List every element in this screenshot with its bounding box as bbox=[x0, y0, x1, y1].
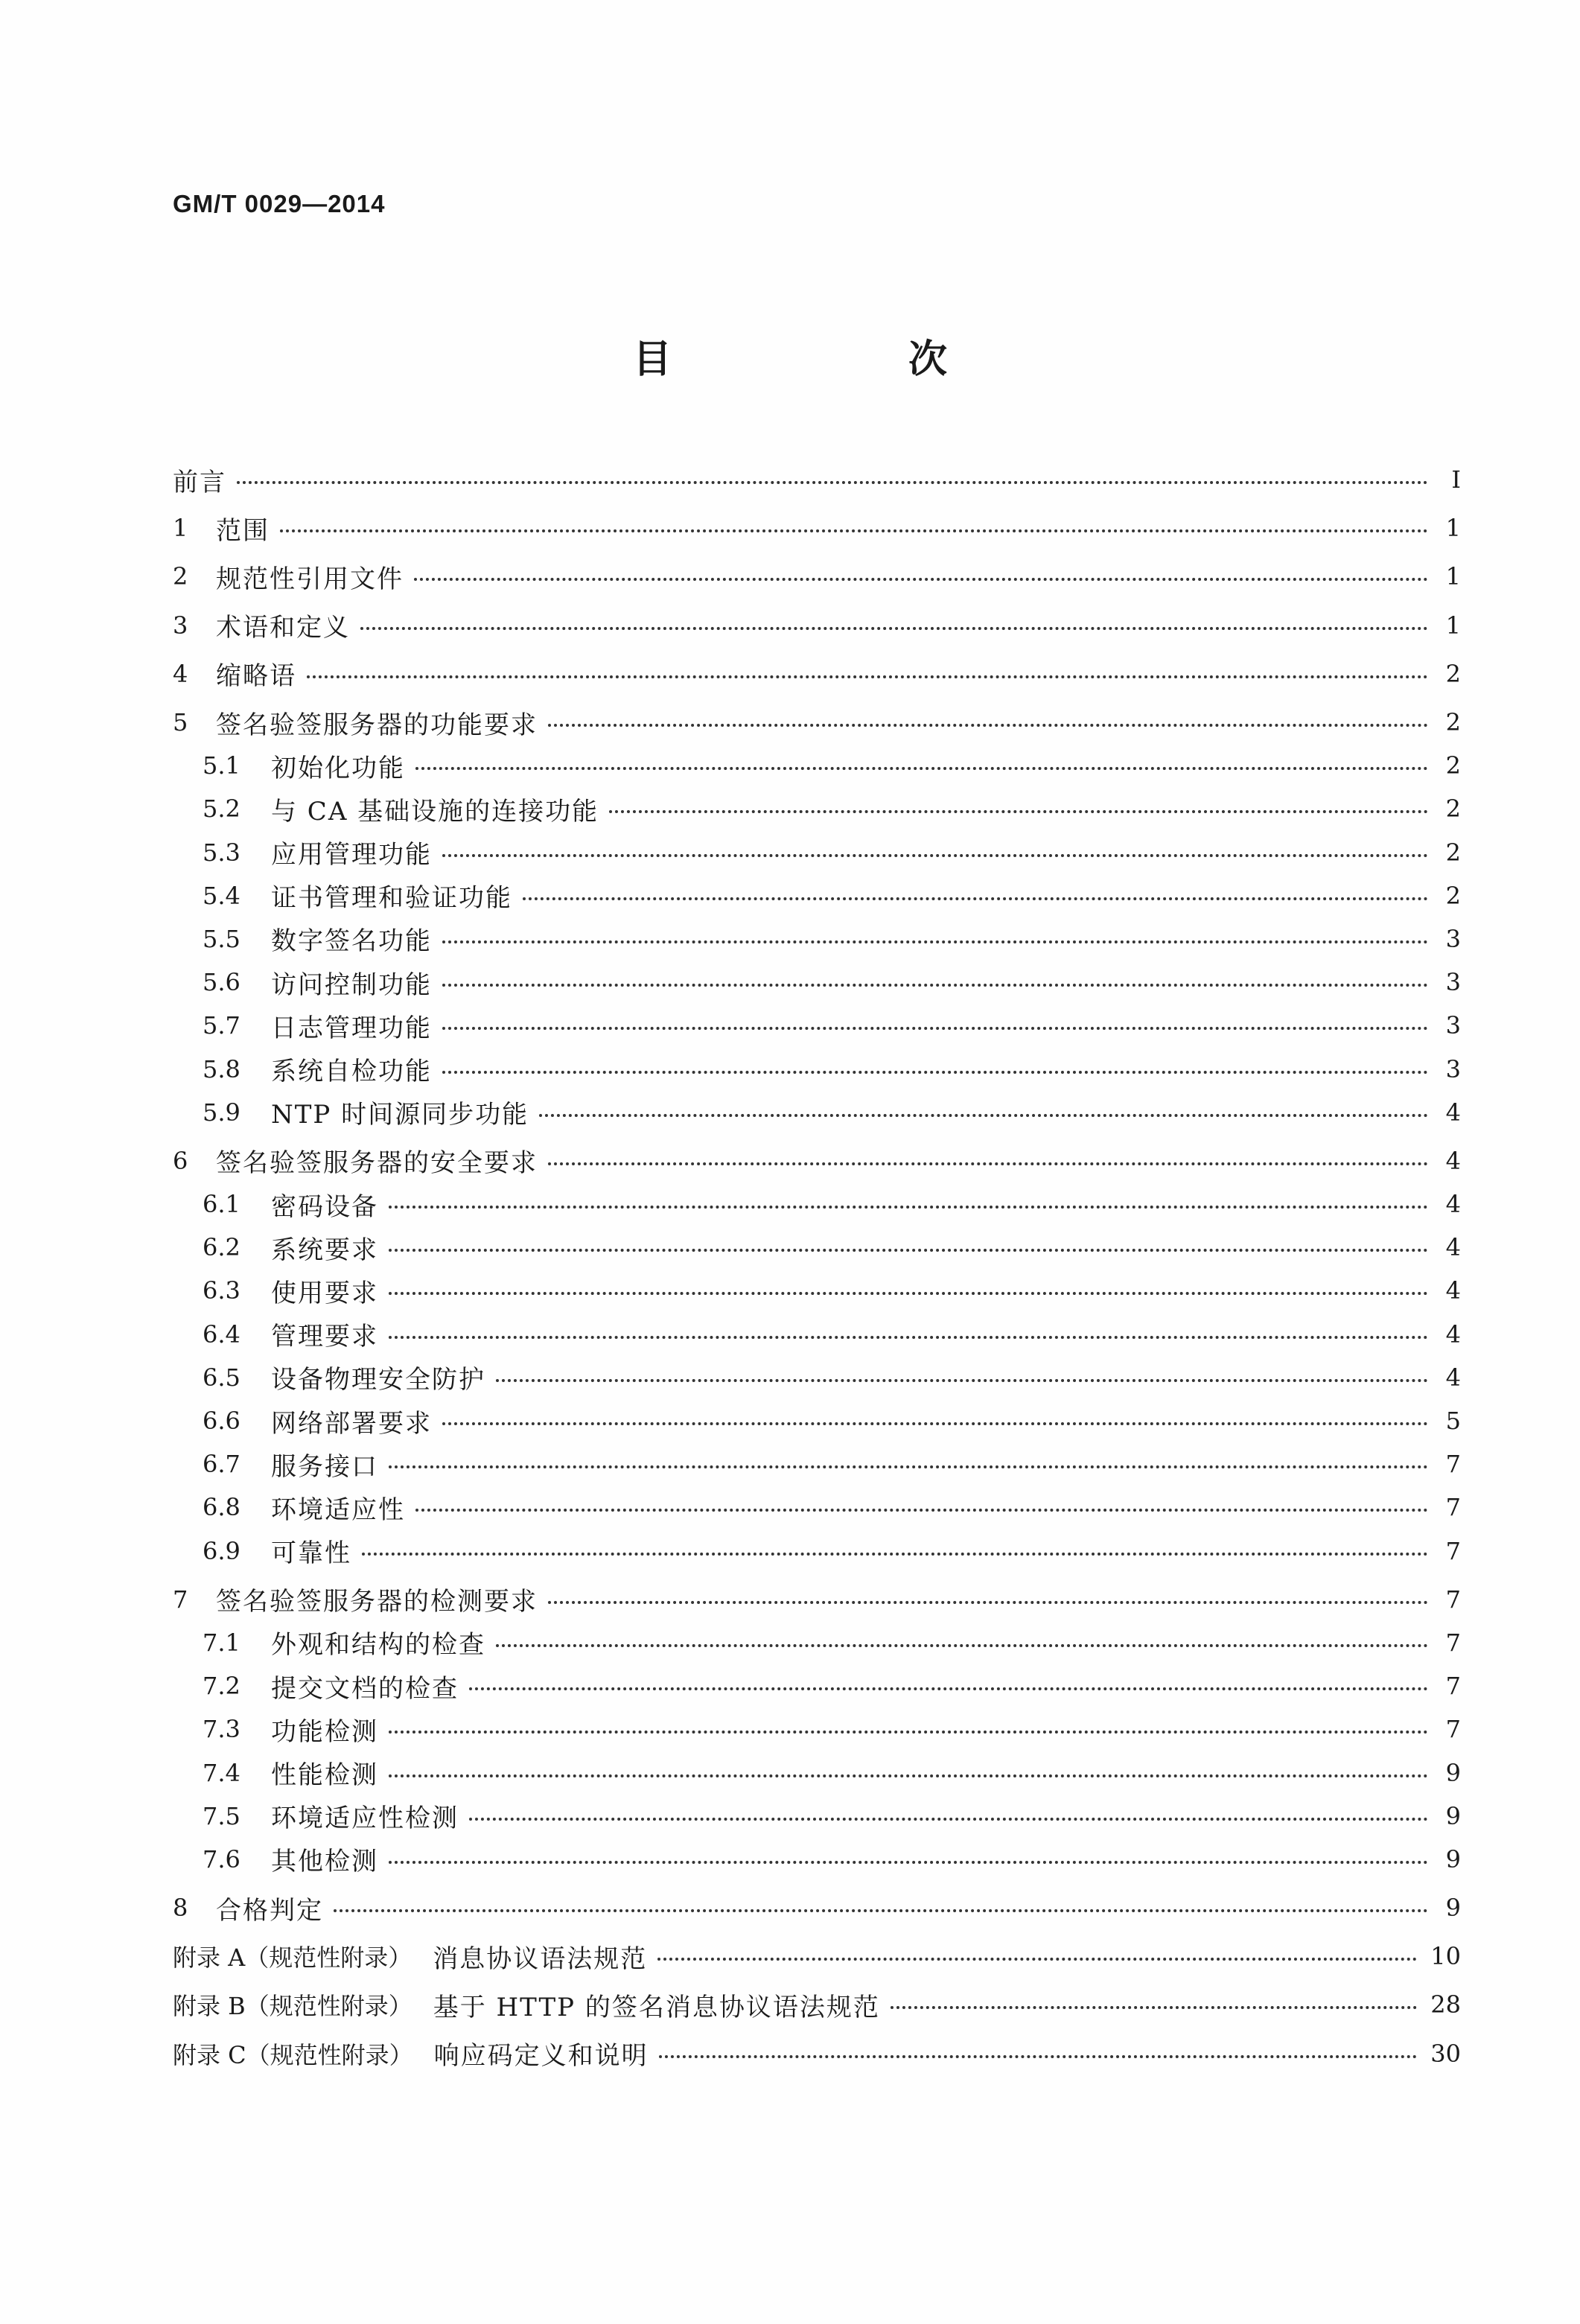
toc-entry-label: 功能检测 bbox=[271, 1716, 378, 1747]
toc-entry bbox=[173, 787, 1461, 830]
toc-entry-number: 7.1 bbox=[203, 1628, 240, 1657]
toc-entry-number: 2 bbox=[173, 562, 188, 591]
toc-entry-page-number: 9 bbox=[1445, 1758, 1461, 1787]
toc-entry-page-number: 9 bbox=[1445, 1801, 1461, 1830]
dot-leader bbox=[659, 2055, 1418, 2058]
toc-entry-label: 数字签名功能 bbox=[271, 926, 432, 957]
toc-entry-label: 与 CA 基础设施的连接功能 bbox=[271, 796, 599, 827]
toc-entry-number: 6.8 bbox=[203, 1493, 240, 1522]
toc-entry-number: 7.2 bbox=[203, 1672, 240, 1701]
toc-entry bbox=[173, 1182, 1461, 1226]
toc-entry-label: 响应码定义和说明 bbox=[433, 2041, 649, 2072]
toc-entry-label: 环境适应性检测 bbox=[271, 1804, 459, 1834]
toc-entry-page-number: 1 bbox=[1445, 562, 1461, 591]
dot-leader bbox=[237, 481, 1428, 484]
toc-entry-label: 消息协议语法规范 bbox=[433, 1943, 648, 1974]
toc-entry-label: 服务接口 bbox=[271, 1451, 378, 1482]
toc-entry-number: 6.2 bbox=[203, 1233, 240, 1262]
toc-entry-page-number: 9 bbox=[1445, 1844, 1461, 1873]
dot-leader bbox=[389, 1206, 1428, 1209]
dot-leader bbox=[442, 1422, 1428, 1425]
toc-entry-page-number: 2 bbox=[1445, 838, 1461, 867]
toc-entry bbox=[173, 1664, 1461, 1707]
toc-entry-page-number: 4 bbox=[1445, 1276, 1461, 1305]
dot-leader bbox=[442, 1071, 1428, 1074]
toc-entry-number: 5.4 bbox=[203, 881, 240, 910]
toc-entry-page-number: 7 bbox=[1445, 1585, 1461, 1614]
toc-entry-page-number: 2 bbox=[1445, 708, 1461, 737]
toc-entry-page-number: 2 bbox=[1445, 795, 1461, 824]
toc-entry bbox=[173, 1442, 1461, 1486]
toc-entry-number: 5.8 bbox=[203, 1054, 240, 1083]
toc-entry-label: 系统要求 bbox=[271, 1235, 378, 1265]
toc-entry-number: 6.1 bbox=[203, 1190, 240, 1219]
dot-leader bbox=[389, 1731, 1428, 1734]
toc-entry-label: 提交文档的检查 bbox=[271, 1673, 459, 1704]
toc-entry bbox=[173, 1935, 1461, 1978]
dot-leader bbox=[469, 1687, 1428, 1690]
toc-entry bbox=[173, 1886, 1461, 1929]
toc-entry-page-number: 7 bbox=[1445, 1628, 1461, 1657]
toc-entry bbox=[173, 458, 1461, 501]
toc-entry-number: 附录 A（规范性附录） bbox=[173, 1943, 412, 1973]
toc-entry bbox=[173, 2032, 1461, 2075]
dot-leader bbox=[442, 984, 1428, 987]
dot-leader bbox=[389, 1292, 1428, 1295]
toc-entry bbox=[173, 1139, 1461, 1182]
toc-entry-label: NTP 时间源同步功能 bbox=[271, 1100, 529, 1130]
toc-entry bbox=[173, 1621, 1461, 1664]
toc-entry bbox=[173, 961, 1461, 1004]
toc-entry bbox=[173, 744, 1461, 787]
dot-leader bbox=[307, 675, 1428, 678]
toc-entry-page-number: 9 bbox=[1445, 1894, 1461, 1923]
dot-leader bbox=[389, 1336, 1428, 1339]
toc-entry-number: 5.1 bbox=[203, 751, 240, 780]
toc-entry-number: 5.9 bbox=[203, 1098, 240, 1127]
toc-entry-label: 性能检测 bbox=[271, 1760, 378, 1791]
toc-entry-page-number: 7 bbox=[1445, 1672, 1461, 1701]
toc-entry-number: 7 bbox=[173, 1585, 188, 1614]
toc-entry-number: 8 bbox=[173, 1894, 188, 1923]
toc-entry-page-number: 1 bbox=[1445, 514, 1461, 543]
toc-entry bbox=[173, 1047, 1461, 1090]
toc-entry-label: 规范性引用文件 bbox=[216, 564, 404, 594]
dot-leader bbox=[539, 1114, 1428, 1117]
toc-entry-label: 签名验签服务器的安全要求 bbox=[216, 1148, 538, 1179]
toc-entry-label: 合格判定 bbox=[216, 1895, 323, 1926]
toc-entry-number: 4 bbox=[173, 659, 188, 688]
dot-leader bbox=[415, 767, 1428, 770]
toc-entry-number: 附录 C（规范性附录） bbox=[173, 2040, 413, 2069]
dot-leader bbox=[469, 1818, 1428, 1821]
toc-entry bbox=[173, 1356, 1461, 1399]
toc-entry-number: 6 bbox=[173, 1146, 188, 1175]
toc-entry-page-number: 3 bbox=[1445, 1011, 1461, 1040]
toc-entry bbox=[173, 506, 1461, 550]
toc-entry-label: 签名验签服务器的检测要求 bbox=[216, 1587, 538, 1617]
toc-entry-label: 签名验签服务器的功能要求 bbox=[216, 710, 538, 740]
toc-entry bbox=[173, 1795, 1461, 1838]
dot-leader bbox=[389, 1774, 1428, 1777]
toc-entry bbox=[173, 831, 1461, 874]
dot-leader bbox=[891, 2006, 1417, 2009]
toc-entry bbox=[173, 604, 1461, 647]
dot-leader bbox=[657, 1958, 1417, 1961]
dot-leader bbox=[442, 854, 1428, 857]
toc-entry-page-number: 1 bbox=[1445, 611, 1461, 640]
dot-leader bbox=[442, 940, 1428, 943]
toc-entry-number: 7.6 bbox=[203, 1844, 240, 1873]
toc-entry-label: 设备物理安全防护 bbox=[271, 1365, 485, 1395]
toc-entry-label: 其他检测 bbox=[271, 1847, 378, 1877]
toc-entry-label: 可靠性 bbox=[271, 1538, 351, 1569]
toc-entry-label: 基于 HTTP 的签名消息协议语法规范 bbox=[433, 1992, 880, 2022]
toc-entry-label: 网络部署要求 bbox=[271, 1408, 432, 1439]
toc-entry-number: 5.5 bbox=[203, 924, 240, 953]
toc-entry bbox=[173, 652, 1461, 695]
toc-entry-page-number: 4 bbox=[1445, 1363, 1461, 1392]
toc-entry-number: 6.4 bbox=[203, 1319, 240, 1349]
toc-entry-page-number: 4 bbox=[1445, 1146, 1461, 1175]
toc-entry-page-number: 3 bbox=[1445, 924, 1461, 953]
toc-entry-number: 5.3 bbox=[203, 838, 240, 867]
toc-entry-page-number: 2 bbox=[1445, 659, 1461, 688]
toc-entry-number: 6.3 bbox=[203, 1276, 240, 1305]
toc-entry-label: 术语和定义 bbox=[216, 613, 350, 643]
toc-entry-number: 6.6 bbox=[203, 1407, 240, 1436]
toc-entry-number: 7.3 bbox=[203, 1715, 240, 1744]
toc-entry-label: 应用管理功能 bbox=[271, 840, 432, 870]
toc-entry-page-number: 10 bbox=[1430, 1942, 1461, 1971]
toc-entry bbox=[173, 1838, 1461, 1881]
toc-entry-label: 系统自检功能 bbox=[271, 1057, 432, 1087]
toc-entry-label: 证书管理和验证功能 bbox=[271, 883, 512, 914]
toc-entry-page-number: 4 bbox=[1445, 1233, 1461, 1262]
dot-leader bbox=[496, 1644, 1428, 1647]
toc-entry-label: 管理要求 bbox=[271, 1322, 378, 1352]
toc-entry-label: 范围 bbox=[216, 515, 270, 546]
toc-entry-number: 5 bbox=[173, 708, 188, 737]
toc-entry-label: 初始化功能 bbox=[271, 753, 405, 783]
toc-entry bbox=[173, 1313, 1461, 1356]
toc-entry-label: 环境适应性 bbox=[271, 1494, 405, 1525]
toc-entry-label: 前言 bbox=[173, 467, 226, 497]
toc-entry-number: 5.6 bbox=[203, 968, 240, 997]
toc-entry-page-number: 30 bbox=[1430, 2039, 1461, 2068]
dot-leader bbox=[360, 627, 1428, 630]
toc-entry bbox=[173, 1486, 1461, 1529]
dot-leader bbox=[548, 1162, 1428, 1165]
toc-entry bbox=[173, 917, 1461, 961]
toc-entry-page-number: 28 bbox=[1430, 1990, 1461, 2019]
toc-entry bbox=[173, 701, 1461, 744]
toc-entry-number: 5.7 bbox=[203, 1011, 240, 1040]
toc-entry-page-number: 5 bbox=[1445, 1407, 1461, 1436]
toc-entry bbox=[173, 1707, 1461, 1751]
toc-entry-page-number: 3 bbox=[1445, 968, 1461, 997]
toc-entry-label: 使用要求 bbox=[271, 1278, 378, 1308]
toc-entry-page-number: 2 bbox=[1445, 751, 1461, 780]
dot-leader bbox=[548, 1601, 1428, 1604]
toc-entry bbox=[173, 1269, 1461, 1312]
toc-entry bbox=[173, 1399, 1461, 1442]
toc-entry bbox=[173, 555, 1461, 598]
toc-entry bbox=[173, 1226, 1461, 1269]
dot-leader bbox=[523, 897, 1428, 900]
toc-entry-label: 缩略语 bbox=[216, 661, 296, 692]
toc-entry-label: 访问控制功能 bbox=[271, 970, 432, 1000]
toc-entry bbox=[173, 1529, 1461, 1573]
dot-leader bbox=[334, 1909, 1428, 1912]
table-of-contents bbox=[173, 458, 1461, 2075]
toc-entry-page-number: 3 bbox=[1445, 1054, 1461, 1083]
toc-entry-page-number: Ⅰ bbox=[1451, 465, 1461, 494]
toc-entry-number: 7.5 bbox=[203, 1801, 240, 1830]
toc-entry-number: 3 bbox=[173, 611, 188, 640]
toc-entry-page-number: 2 bbox=[1445, 881, 1461, 910]
toc-entry-page-number: 4 bbox=[1445, 1319, 1461, 1349]
toc-entry-page-number: 4 bbox=[1445, 1098, 1461, 1127]
dot-leader bbox=[389, 1861, 1428, 1864]
dot-leader bbox=[415, 1509, 1428, 1512]
toc-entry bbox=[173, 1751, 1461, 1794]
toc-entry-number: 6.5 bbox=[203, 1363, 240, 1392]
toc-entry bbox=[173, 874, 1461, 917]
toc-entry-page-number: 7 bbox=[1445, 1450, 1461, 1479]
dot-leader bbox=[496, 1379, 1428, 1382]
dot-leader bbox=[609, 810, 1428, 813]
dot-leader bbox=[362, 1553, 1428, 1556]
toc-entry-number: 6.9 bbox=[203, 1536, 240, 1565]
dot-leader bbox=[548, 724, 1428, 727]
toc-entry-number: 1 bbox=[173, 514, 188, 543]
toc-entry bbox=[173, 1578, 1461, 1621]
toc-entry bbox=[173, 1091, 1461, 1134]
dot-leader bbox=[389, 1465, 1428, 1468]
toc-entry-page-number: 7 bbox=[1445, 1536, 1461, 1565]
toc-entry-number: 5.2 bbox=[203, 795, 240, 824]
toc-entry-page-number: 7 bbox=[1445, 1493, 1461, 1522]
toc-entry-page-number: 4 bbox=[1445, 1190, 1461, 1219]
document-code: GM/T 0029—2014 bbox=[173, 190, 386, 217]
toc-entry-label: 外观和结构的检查 bbox=[271, 1630, 485, 1661]
toc-entry-label: 密码设备 bbox=[271, 1191, 378, 1222]
toc-entry bbox=[173, 1004, 1461, 1047]
toc-entry-page-number: 7 bbox=[1445, 1715, 1461, 1744]
dot-leader bbox=[442, 1027, 1428, 1030]
toc-title: 目 次 bbox=[632, 337, 1060, 382]
toc-entry-number: 6.7 bbox=[203, 1450, 240, 1479]
dot-leader bbox=[280, 529, 1428, 532]
toc-entry bbox=[173, 1983, 1461, 2026]
dot-leader bbox=[389, 1249, 1428, 1252]
toc-entry-label: 日志管理功能 bbox=[271, 1013, 432, 1043]
toc-entry-number: 7.4 bbox=[203, 1758, 240, 1787]
dot-leader bbox=[414, 578, 1428, 581]
toc-entry-number: 附录 B（规范性附录） bbox=[173, 1992, 412, 2021]
